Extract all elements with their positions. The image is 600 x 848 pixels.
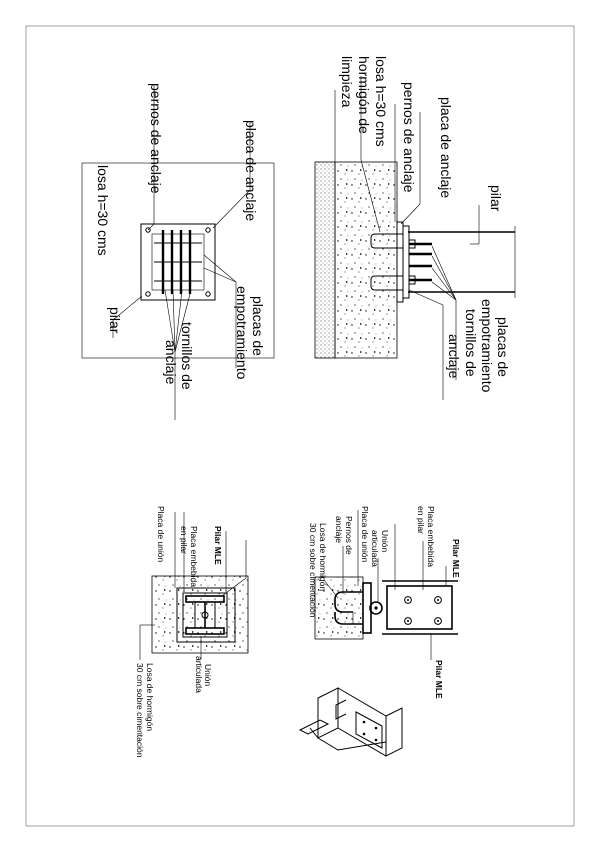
label-articulada-bl: articulada	[194, 656, 204, 693]
label-pilar-mle-bl: Pilar MLE	[213, 526, 223, 565]
label-tornillos-de-tl: tornillos de	[179, 322, 195, 390]
isometric-joint-detail	[300, 688, 402, 756]
label-limpieza-tr: limpieza	[339, 56, 355, 108]
label-empotramiento-tl: empotramiento	[234, 286, 250, 380]
label-losa-de-hormigon-br: Losa de hormigón	[318, 523, 328, 592]
label-empotramiento-tr: empotramiento	[479, 299, 495, 393]
label-en-pilar-bl: en pilar	[179, 526, 189, 554]
label-pilar-mle-br-2: Pilar MLE	[434, 660, 444, 699]
anchor-bolt	[206, 228, 210, 232]
label-tornillos-de-tr: tornillos de	[463, 309, 479, 377]
label-losa-tl: losa h=30 cms	[95, 165, 111, 256]
label-placas-de-tl: placas de	[250, 296, 266, 356]
label-pernos-de-anclaje-tr: pernos de anclaje	[401, 82, 417, 193]
anchor-bolt	[146, 292, 150, 296]
label-articulada-br: articulada	[370, 530, 380, 567]
label-30cm-br: 30 cm sobre cimentación	[308, 523, 318, 618]
label-pernos-de-br: Pernos de	[344, 516, 354, 555]
label-placa-de-anclaje-tl: placa de anclaje	[243, 120, 259, 222]
label-placa-embebida-bl: Placa embebida	[189, 526, 199, 587]
label-en-pilar-br: en pilar	[416, 506, 426, 534]
label-placas-de-tr: placas de	[495, 317, 511, 377]
label-hormigon-de-tr: hormigón de	[356, 56, 372, 134]
label-pilar-tl: pilar	[107, 307, 123, 334]
label-anclaje-tr: anclaje	[446, 334, 462, 379]
label-union-br: Unión	[380, 530, 390, 553]
label-pilar-tr: pilar	[488, 185, 504, 212]
label-anclaje-tl: anclaje	[163, 340, 179, 385]
label-anclaje-br: anclaje	[334, 516, 344, 543]
label-losa-de-hormigon-bl: Losa de hormigón	[145, 663, 155, 732]
label-30cm-bl: 30 cm sobre cimentación	[135, 663, 145, 758]
label-placa-de-union-br: Placa de unión	[360, 506, 370, 563]
label-pilar-mle-br: Pilar MLE	[451, 539, 461, 578]
label-placa-embebida-br: Placa embebida	[426, 506, 436, 567]
concrete-slab	[335, 162, 397, 358]
label-placa-de-anclaje-tr: placa de anclaje	[438, 97, 454, 199]
label-pernos-de-anclaje-tl: pernos de anclaje	[148, 83, 164, 194]
sheet-border	[26, 26, 574, 826]
label-union-bl: Unión	[203, 664, 213, 687]
label-placa-de-union-bl: Placa de unión	[156, 506, 166, 563]
label-losa-tr: losa h=30 cms	[373, 56, 389, 147]
anchor-bolt	[206, 292, 210, 296]
cleaning-concrete-layer	[315, 162, 335, 358]
